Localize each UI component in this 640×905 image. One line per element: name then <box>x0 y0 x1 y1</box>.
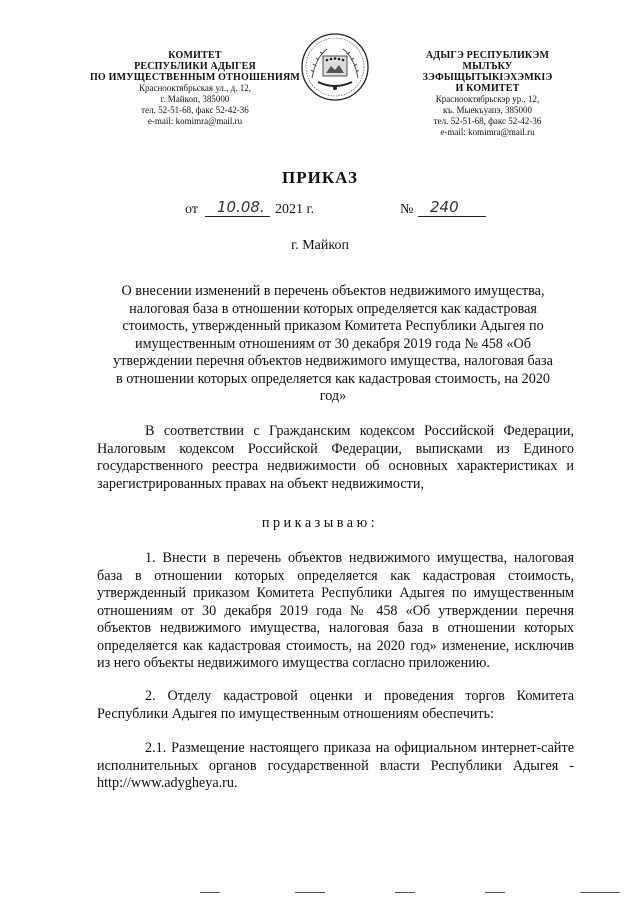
document-title: ПРИКАЗ <box>282 168 358 187</box>
date-handwritten: 10.08. <box>217 198 265 216</box>
date-prefix: от <box>185 202 198 217</box>
date-year: 2021 г. <box>275 202 315 217</box>
header-right-block <box>400 50 575 138</box>
footer-mark <box>200 892 220 893</box>
org-city: г. Майкоп, 385000 <box>160 94 230 104</box>
org-name-line-2: РЕСПУБЛИКИ АДЫГЕЯ <box>134 61 256 72</box>
org-name-adyghe-line-2: МЫЛЪКУ ЗЭФЫЩЫТЫКІЭХЭМКІЭ <box>422 61 553 83</box>
footer-mark <box>395 892 415 893</box>
number-underline <box>418 216 486 217</box>
item-2-1-paragraph: 2.1. Размещение настоящего приказа на официальном интернет-сайте исполнительных органов государственной власти Республики Адыгея - http://www.adygheya.ru. <box>97 740 574 791</box>
org-address-adyghe: Краснооктябрьскэр ур., 12, <box>435 94 540 104</box>
order-verb: приказываю: <box>261 515 379 531</box>
org-name-line-1: КОМИТЕТ <box>168 50 222 61</box>
city-line: г. Майкоп <box>291 238 349 253</box>
footer-mark <box>485 892 505 893</box>
number-prefix: № <box>400 202 414 217</box>
org-name-adyghe-line-3: И КОМИТЕТ <box>455 83 520 94</box>
footer-mark <box>580 892 620 893</box>
header-left-block <box>80 50 310 127</box>
item-1-paragraph: 1. Внести в перечень объектов недвижимого имущества, налоговая база в отношении которых определяется как кадастровая стоимость, утвержденный приказом Комитета Республики Адыгея по имущественным отношениям от 30 декабря 2019 года № 458 «Об утверждении перечня объектов недвижимого имущества, налоговая база в отношении которых определяется как кадастровая стоимость, на 2020 год» изменение, исключив из него объекты недвижимого имущества согласно приложению. <box>97 550 574 671</box>
org-address: Краснооктябрьская ул., д. 12, <box>139 83 251 93</box>
footer-mark <box>295 892 325 893</box>
preamble-paragraph: В соответствии с Гражданским кодексом Российской Федерации, Налоговым кодексом Российской Федерации, выписками из Единого государственного реестра недвижимости об основных характеристиках и зарегистрированных правах на объект недвижимости, <box>97 423 574 492</box>
date-underline <box>205 216 270 217</box>
coat-of-arms-emblem <box>300 32 370 102</box>
org-email: e-mail: komimra@mail.ru <box>147 116 243 126</box>
number-handwritten: 240 <box>430 198 459 216</box>
org-city-adyghe: къ. Мыекъуапэ, 385000 <box>442 105 533 115</box>
org-name-line-3: ПО ИМУЩЕСТВЕННЫМ ОТНОШЕНИЯМ <box>89 72 301 83</box>
org-email-adyghe: e-mail: komimra@mail.ru <box>440 127 535 137</box>
org-name-adyghe-line-1: АДЫГЭ РЕСПУБЛИКЭМ <box>425 50 550 61</box>
order-subject: О внесении изменений в перечень объектов недвижимого имущества, налоговая база в отношении которых определяется как кадастровая стоимость, утвержденный приказом Комитета Республики Адыгея по имущественным отношениям от 30 декабря 2019 года № 458 «Об утверждении перечня объектов недвижимого имущества, налоговая база в отношении которых определяется как кадастровая стоимость, на 2020 год» <box>113 283 553 404</box>
org-phone-adyghe: тел. 52-51-68, факс 52-42-36 <box>433 116 542 126</box>
org-phone: тел. 52-51-68, факс 52-42-36 <box>141 105 249 115</box>
item-2-paragraph: 2. Отделу кадастровой оценки и проведения торгов Комитета Республики Адыгея по имущественным отношениям обеспечить: <box>97 688 574 722</box>
